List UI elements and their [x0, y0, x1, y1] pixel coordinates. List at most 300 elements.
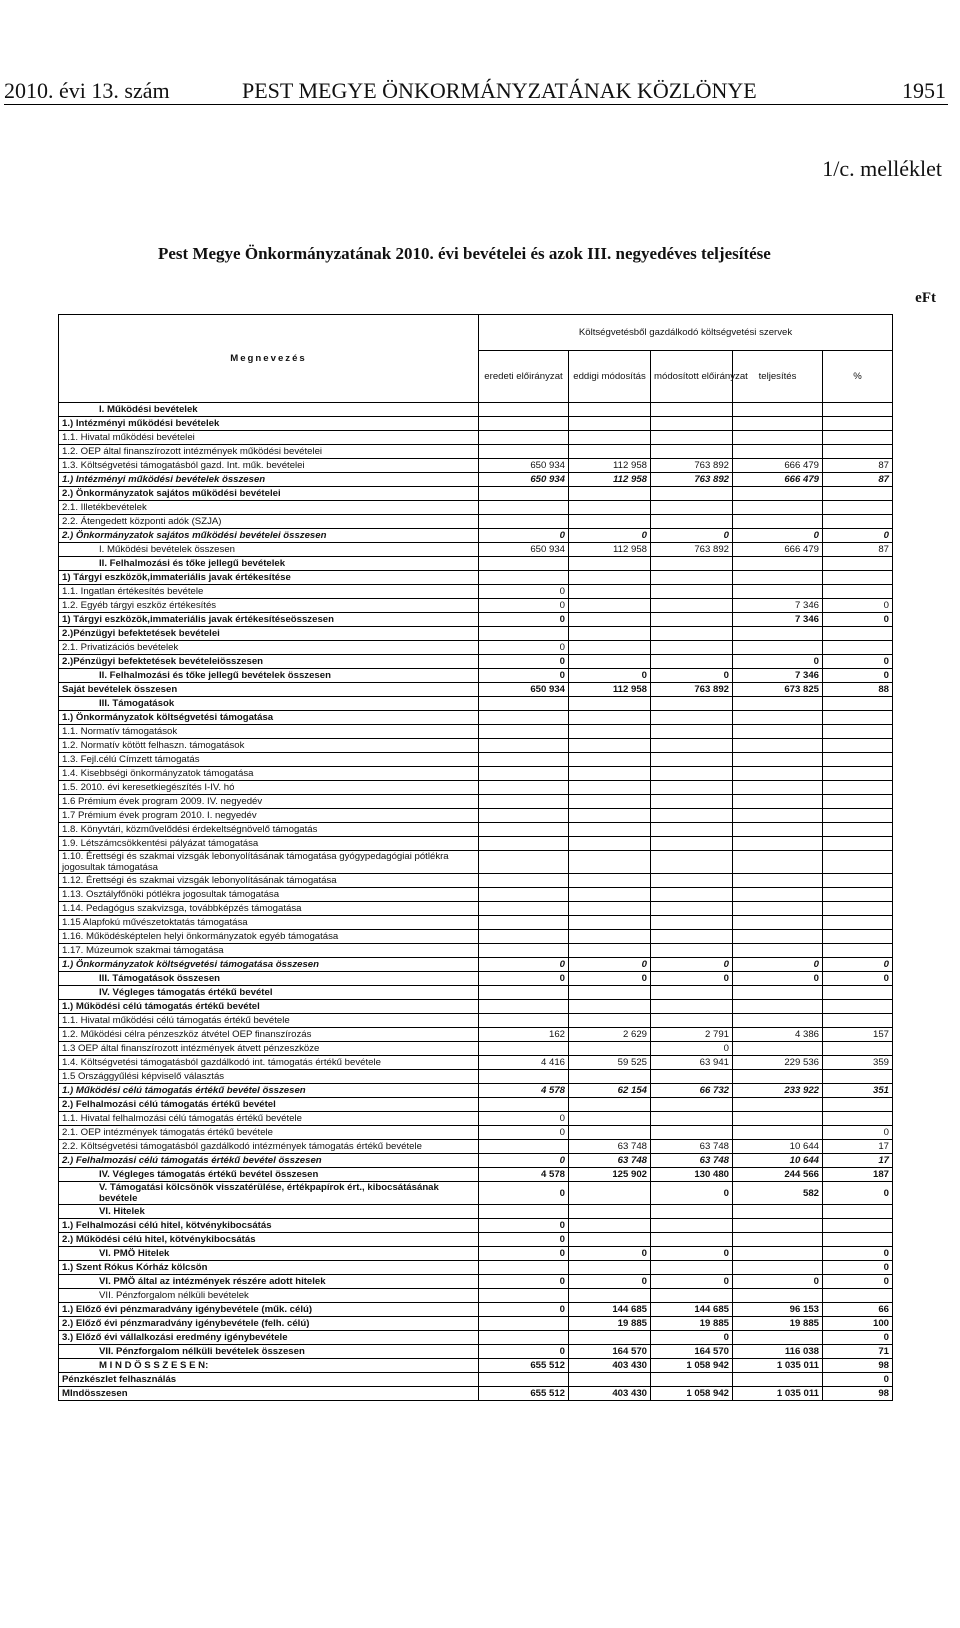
table-row	[59, 697, 893, 711]
table-row	[59, 613, 893, 627]
row-value-pct: 71	[823, 1345, 893, 1359]
row-value-v3	[651, 1373, 733, 1387]
row-value-v2	[569, 585, 651, 599]
row-value-pct	[823, 809, 893, 823]
row-label: 1.) Szent Rókus Kórház kölcsön	[59, 1261, 479, 1275]
row-value-v2	[569, 851, 651, 874]
row-value-v3: 63 748	[651, 1140, 733, 1154]
row-value-v2: 59 525	[569, 1056, 651, 1070]
row-value-v4	[733, 641, 823, 655]
row-value-v2	[569, 725, 651, 739]
table-row	[59, 851, 893, 874]
row-value-v3: 1 058 942	[651, 1387, 733, 1401]
row-label: 1.9. Létszámcsökkentési pályázat támogatása	[59, 837, 479, 851]
row-label: 1.10. Érettségi és szakmai vizsgák lebonyolításának támogatása gyógypedagógiai pótlékra jogosultak támogatása	[59, 851, 479, 874]
table-row	[59, 1112, 893, 1126]
row-value-v2	[569, 1000, 651, 1014]
table-row	[59, 711, 893, 725]
row-value-v3	[651, 1261, 733, 1275]
row-value-v4: 0	[733, 972, 823, 986]
table-row	[59, 1261, 893, 1275]
row-value-v2	[569, 487, 651, 501]
row-value-v1: 0	[479, 655, 569, 669]
table-row	[59, 1303, 893, 1317]
row-value-pct	[823, 1000, 893, 1014]
row-label: 1.8. Könyvtári, közművelődési érdekeltségnövelő támogatás	[59, 823, 479, 837]
row-value-v4	[733, 1261, 823, 1275]
row-value-pct	[823, 557, 893, 571]
row-label: 1.13. Osztályfőnöki pótlékra jogosultak támogatása	[59, 888, 479, 902]
row-value-v2	[569, 1112, 651, 1126]
row-value-v2: 0	[569, 958, 651, 972]
row-value-v3	[651, 1112, 733, 1126]
row-value-v3	[651, 725, 733, 739]
row-value-v2	[569, 1289, 651, 1303]
row-value-v1	[479, 627, 569, 641]
row-label: M I N D Ö S S Z E S E N:	[59, 1359, 479, 1373]
row-label: II. Felhalmozási és tőke jellegű bevételek összesen	[59, 669, 479, 683]
row-value-v1: 0	[479, 958, 569, 972]
table-row	[59, 1373, 893, 1387]
table-row	[59, 837, 893, 851]
row-label: IV. Végleges támogatás értékű bevétel	[59, 986, 479, 1000]
row-value-v1: 655 512	[479, 1387, 569, 1401]
row-value-v2	[569, 1373, 651, 1387]
row-value-v4	[733, 697, 823, 711]
row-value-v2	[569, 1182, 651, 1205]
row-label: VII. Pénzforgalom nélküli bevételek	[59, 1289, 479, 1303]
table-row	[59, 1182, 893, 1205]
row-value-v2	[569, 781, 651, 795]
row-value-v4: 10 644	[733, 1154, 823, 1168]
row-value-v4: 0	[733, 1275, 823, 1289]
row-value-v4	[733, 417, 823, 431]
row-value-v4	[733, 916, 823, 930]
row-value-v4	[733, 944, 823, 958]
row-value-v4	[733, 753, 823, 767]
row-value-pct: 100	[823, 1317, 893, 1331]
table-row	[59, 874, 893, 888]
row-value-pct	[823, 487, 893, 501]
row-value-v3	[651, 837, 733, 851]
row-value-v4	[733, 487, 823, 501]
row-value-v1: 4 578	[479, 1168, 569, 1182]
row-value-v3	[651, 944, 733, 958]
row-value-v2: 112 958	[569, 473, 651, 487]
row-value-v4	[733, 795, 823, 809]
row-value-v1: 4 416	[479, 1056, 569, 1070]
row-value-v2	[569, 627, 651, 641]
row-value-v1: 0	[479, 1219, 569, 1233]
row-value-v2	[569, 557, 651, 571]
row-value-v4	[733, 1247, 823, 1261]
row-value-v2	[569, 823, 651, 837]
table-row	[59, 1168, 893, 1182]
row-value-pct	[823, 753, 893, 767]
row-value-v1	[479, 725, 569, 739]
row-value-v3	[651, 501, 733, 515]
row-value-v4	[733, 1070, 823, 1084]
row-value-v3	[651, 445, 733, 459]
row-value-v3	[651, 902, 733, 916]
row-value-v4	[733, 627, 823, 641]
table-row	[59, 795, 893, 809]
table-row	[59, 1219, 893, 1233]
row-value-v2	[569, 711, 651, 725]
row-label: 1.1. Hivatal felhalmozási célú támogatás értékű bevétele	[59, 1112, 479, 1126]
row-value-v2	[569, 515, 651, 529]
row-value-v3	[651, 1219, 733, 1233]
row-label: I. Működési bevételek	[59, 403, 479, 417]
row-value-v2	[569, 1205, 651, 1219]
row-label: VI. Hitelek	[59, 1205, 479, 1219]
row-value-pct	[823, 1233, 893, 1247]
row-value-v1: 650 934	[479, 543, 569, 557]
row-label: 1.7 Prémium évek program 2010. I. negyedév	[59, 809, 479, 823]
row-label: 1.16. Működésképtelen helyi önkormányzatok egyéb támogatása	[59, 930, 479, 944]
row-value-v3	[651, 403, 733, 417]
table-row	[59, 902, 893, 916]
row-label: VI. PMÖ Hitelek	[59, 1247, 479, 1261]
row-value-v1	[479, 1098, 569, 1112]
row-value-pct	[823, 725, 893, 739]
row-label: Pénzkészlet felhasználás	[59, 1373, 479, 1387]
table-row	[59, 1014, 893, 1028]
row-value-v1	[479, 837, 569, 851]
row-value-pct: 98	[823, 1387, 893, 1401]
row-value-v4	[733, 874, 823, 888]
row-label: 1.4. Költségvetési támogatásból gazdálkodó int. támogatás értékű bevétele	[59, 1056, 479, 1070]
row-value-v4	[733, 557, 823, 571]
row-value-pct	[823, 837, 893, 851]
row-label: 1.) Működési célú támogatás értékű bevétel	[59, 1000, 479, 1014]
row-label: 1.1. Ingatlan értékesítés bevétele	[59, 585, 479, 599]
row-value-pct	[823, 571, 893, 585]
row-label: 1.5 Országgyűlési képviselő választás	[59, 1070, 479, 1084]
table-row	[59, 1289, 893, 1303]
row-value-v1: 0	[479, 1233, 569, 1247]
row-value-v4: 229 536	[733, 1056, 823, 1070]
row-value-v2	[569, 1331, 651, 1345]
table-row	[59, 944, 893, 958]
row-value-pct: 17	[823, 1140, 893, 1154]
row-value-v4: 666 479	[733, 459, 823, 473]
row-value-pct: 351	[823, 1084, 893, 1098]
row-label: 1.3 OEP által finanszírozott intézmények átvett pénzeszköze	[59, 1042, 479, 1056]
row-value-v3: 0	[651, 1331, 733, 1345]
row-value-v3	[651, 767, 733, 781]
row-value-pct	[823, 1289, 893, 1303]
row-value-v3	[651, 888, 733, 902]
row-value-v2	[569, 641, 651, 655]
table-row	[59, 888, 893, 902]
row-value-pct: 0	[823, 655, 893, 669]
row-label: III. Támogatások	[59, 697, 479, 711]
row-value-pct: 88	[823, 683, 893, 697]
row-value-pct	[823, 823, 893, 837]
row-value-pct: 17	[823, 1154, 893, 1168]
row-value-v2: 63 748	[569, 1140, 651, 1154]
row-value-v1	[479, 739, 569, 753]
row-value-v2	[569, 655, 651, 669]
row-value-v3	[651, 795, 733, 809]
row-value-v1: 0	[479, 972, 569, 986]
table-row	[59, 958, 893, 972]
row-value-v4	[733, 1233, 823, 1247]
table-row	[59, 1154, 893, 1168]
row-value-v1: 0	[479, 641, 569, 655]
row-value-v4	[733, 711, 823, 725]
row-label: 1.1. Hivatal működési bevételei	[59, 431, 479, 445]
row-value-v1: 0	[479, 1182, 569, 1205]
row-value-pct	[823, 986, 893, 1000]
row-value-v2	[569, 1233, 651, 1247]
table-row	[59, 1084, 893, 1098]
row-value-v3	[651, 1070, 733, 1084]
table-row	[59, 417, 893, 431]
row-value-pct	[823, 1112, 893, 1126]
row-value-v1: 650 934	[479, 683, 569, 697]
row-value-v3: 0	[651, 1275, 733, 1289]
row-label: 1.2. Normatív kötött felhaszn. támogatások	[59, 739, 479, 753]
row-value-v3	[651, 711, 733, 725]
row-label: 2.1. Privatizációs bevételek	[59, 641, 479, 655]
row-value-v1	[479, 944, 569, 958]
table-row	[59, 1387, 893, 1401]
row-value-pct	[823, 1205, 893, 1219]
row-value-v4	[733, 930, 823, 944]
row-label: 1.) Működési célú támogatás értékű bevétel összesen	[59, 1084, 479, 1098]
row-value-pct	[823, 874, 893, 888]
row-label: 2.)Pénzügyi befektetések bevételeiösszesen	[59, 655, 479, 669]
row-value-v4	[733, 585, 823, 599]
row-value-v4	[733, 1289, 823, 1303]
row-value-pct	[823, 417, 893, 431]
row-value-v3: 763 892	[651, 543, 733, 557]
row-value-v1	[479, 1331, 569, 1345]
row-value-v2	[569, 445, 651, 459]
row-value-v1: 0	[479, 1154, 569, 1168]
row-value-v3	[651, 557, 733, 571]
row-value-v3: 63 941	[651, 1056, 733, 1070]
row-value-v4: 666 479	[733, 473, 823, 487]
header-original: eredeti előirányzat	[479, 351, 569, 403]
table-row	[59, 473, 893, 487]
table-row	[59, 487, 893, 501]
row-value-v1: 162	[479, 1028, 569, 1042]
row-value-v1	[479, 823, 569, 837]
row-label: 1.4. Kisebbségi önkormányzatok támogatása	[59, 767, 479, 781]
row-value-v3: 0	[651, 1182, 733, 1205]
row-value-v1	[479, 874, 569, 888]
row-value-v3: 0	[651, 1042, 733, 1056]
row-value-v4	[733, 781, 823, 795]
table-row	[59, 1205, 893, 1219]
row-value-v3	[651, 1233, 733, 1247]
row-value-v1	[479, 403, 569, 417]
row-value-v1	[479, 1000, 569, 1014]
row-value-v2	[569, 613, 651, 627]
row-value-v4	[733, 888, 823, 902]
row-value-pct: 0	[823, 1261, 893, 1275]
row-label: 1.6 Prémium évek program 2009. IV. negyedév	[59, 795, 479, 809]
table-row	[59, 683, 893, 697]
row-value-pct	[823, 1042, 893, 1056]
row-label: 1.12. Érettségi és szakmai vizsgák lebonyolításának támogatása	[59, 874, 479, 888]
row-value-v1: 0	[479, 1126, 569, 1140]
row-value-pct	[823, 585, 893, 599]
row-value-v1	[479, 767, 569, 781]
row-value-v2: 403 430	[569, 1359, 651, 1373]
row-value-v3	[651, 417, 733, 431]
row-value-pct	[823, 916, 893, 930]
page-number: 1951	[902, 78, 946, 103]
row-value-pct	[823, 851, 893, 874]
row-label: 1.2. Egyéb tárgyi eszköz értékesítés	[59, 599, 479, 613]
row-value-v2	[569, 739, 651, 753]
row-value-v3	[651, 916, 733, 930]
row-value-v2	[569, 1261, 651, 1275]
header-percent: %	[823, 351, 893, 403]
row-value-v1	[479, 753, 569, 767]
row-value-v2	[569, 944, 651, 958]
table-row	[59, 1042, 893, 1056]
row-value-v4: 673 825	[733, 683, 823, 697]
table-row	[59, 1359, 893, 1373]
header-rule	[4, 104, 948, 105]
row-value-v4: 582	[733, 1182, 823, 1205]
row-value-v4	[733, 837, 823, 851]
row-label: 2.1. Illetékbevételek	[59, 501, 479, 515]
table-row	[59, 445, 893, 459]
row-value-v3: 19 885	[651, 1317, 733, 1331]
table-row	[59, 599, 893, 613]
row-value-v3	[651, 930, 733, 944]
row-value-v2: 0	[569, 1275, 651, 1289]
header-name: Megnevezés	[59, 315, 479, 403]
row-value-v2	[569, 1098, 651, 1112]
row-value-v1: 0	[479, 529, 569, 543]
row-value-v3	[651, 851, 733, 874]
row-value-v2	[569, 809, 651, 823]
row-value-pct	[823, 739, 893, 753]
row-value-pct: 359	[823, 1056, 893, 1070]
row-value-pct: 0	[823, 599, 893, 613]
row-value-v2: 63 748	[569, 1154, 651, 1168]
row-value-v4	[733, 515, 823, 529]
row-label: 1.15 Alapfokú művészetoktatás támogatása	[59, 916, 479, 930]
row-value-pct	[823, 944, 893, 958]
table-body	[59, 403, 893, 1401]
table-row	[59, 1233, 893, 1247]
row-label: 2.) Felhalmozási célú támogatás értékű bevétel összesen	[59, 1154, 479, 1168]
row-value-v2	[569, 1126, 651, 1140]
row-value-v1	[479, 851, 569, 874]
row-value-v4	[733, 1112, 823, 1126]
row-value-v2: 2 629	[569, 1028, 651, 1042]
row-value-v4	[733, 1000, 823, 1014]
row-label: I. Működési bevételek összesen	[59, 543, 479, 557]
issue-number: 2010. évi 13. szám	[4, 78, 170, 103]
row-value-v3: 144 685	[651, 1303, 733, 1317]
row-value-v4	[733, 1098, 823, 1112]
row-value-v3	[651, 809, 733, 823]
row-value-v3	[651, 613, 733, 627]
header-actual: teljesítés	[733, 351, 823, 403]
table-row	[59, 916, 893, 930]
row-label: IV. Végleges támogatás értékű bevétel összesen	[59, 1168, 479, 1182]
row-value-v1: 655 512	[479, 1359, 569, 1373]
row-value-v2: 62 154	[569, 1084, 651, 1098]
row-value-pct	[823, 888, 893, 902]
row-value-v4: 1 035 011	[733, 1359, 823, 1373]
row-label: II. Felhalmozási és tőke jellegű bevételek	[59, 557, 479, 571]
row-value-pct	[823, 1098, 893, 1112]
row-value-v2: 403 430	[569, 1387, 651, 1401]
table-row	[59, 1140, 893, 1154]
row-value-v4	[733, 403, 823, 417]
row-value-v4	[733, 501, 823, 515]
row-label: 2.) Működési célú hitel, kötvénykibocsátás	[59, 1233, 479, 1247]
table-row	[59, 403, 893, 417]
row-label: VII. Pénzforgalom nélküli bevételek összesen	[59, 1345, 479, 1359]
row-value-v1	[479, 557, 569, 571]
row-value-v2	[569, 916, 651, 930]
row-value-pct	[823, 445, 893, 459]
row-value-v1	[479, 1289, 569, 1303]
row-value-v1	[479, 1317, 569, 1331]
table-row	[59, 930, 893, 944]
table-row	[59, 767, 893, 781]
row-value-pct: 187	[823, 1168, 893, 1182]
row-value-pct: 87	[823, 459, 893, 473]
row-label: 1.) Előző évi pénzmaradvány igénybevétele (műk. célú)	[59, 1303, 479, 1317]
row-value-v4: 19 885	[733, 1317, 823, 1331]
row-value-v1	[479, 1373, 569, 1387]
table-row	[59, 501, 893, 515]
row-value-v2: 164 570	[569, 1345, 651, 1359]
row-value-v3: 0	[651, 958, 733, 972]
row-value-v4	[733, 902, 823, 916]
row-value-v3: 66 732	[651, 1084, 733, 1098]
row-value-v3	[651, 585, 733, 599]
table-row	[59, 1098, 893, 1112]
row-label: 2.) Önkormányzatok sajátos működési bevételei	[59, 487, 479, 501]
row-value-v2	[569, 930, 651, 944]
row-value-v3	[651, 1098, 733, 1112]
table-row	[59, 543, 893, 557]
row-value-v4	[733, 809, 823, 823]
row-value-v1	[479, 1070, 569, 1084]
row-label: 1.5. 2010. évi keresetkiegészítés I-IV. hó	[59, 781, 479, 795]
row-value-pct: 0	[823, 1373, 893, 1387]
row-value-v2	[569, 599, 651, 613]
row-value-v3: 0	[651, 1247, 733, 1261]
row-value-v4: 7 346	[733, 599, 823, 613]
row-value-v3: 763 892	[651, 473, 733, 487]
row-value-v3	[651, 986, 733, 1000]
row-value-v2	[569, 986, 651, 1000]
row-label: VI. PMÖ által az intézmények részére adott hitelek	[59, 1275, 479, 1289]
table-row	[59, 1028, 893, 1042]
table-row	[59, 557, 893, 571]
row-value-v4: 0	[733, 655, 823, 669]
table-row	[59, 739, 893, 753]
row-value-pct: 0	[823, 972, 893, 986]
row-value-v3	[651, 823, 733, 837]
row-value-v3: 164 570	[651, 1345, 733, 1359]
row-value-pct: 66	[823, 1303, 893, 1317]
